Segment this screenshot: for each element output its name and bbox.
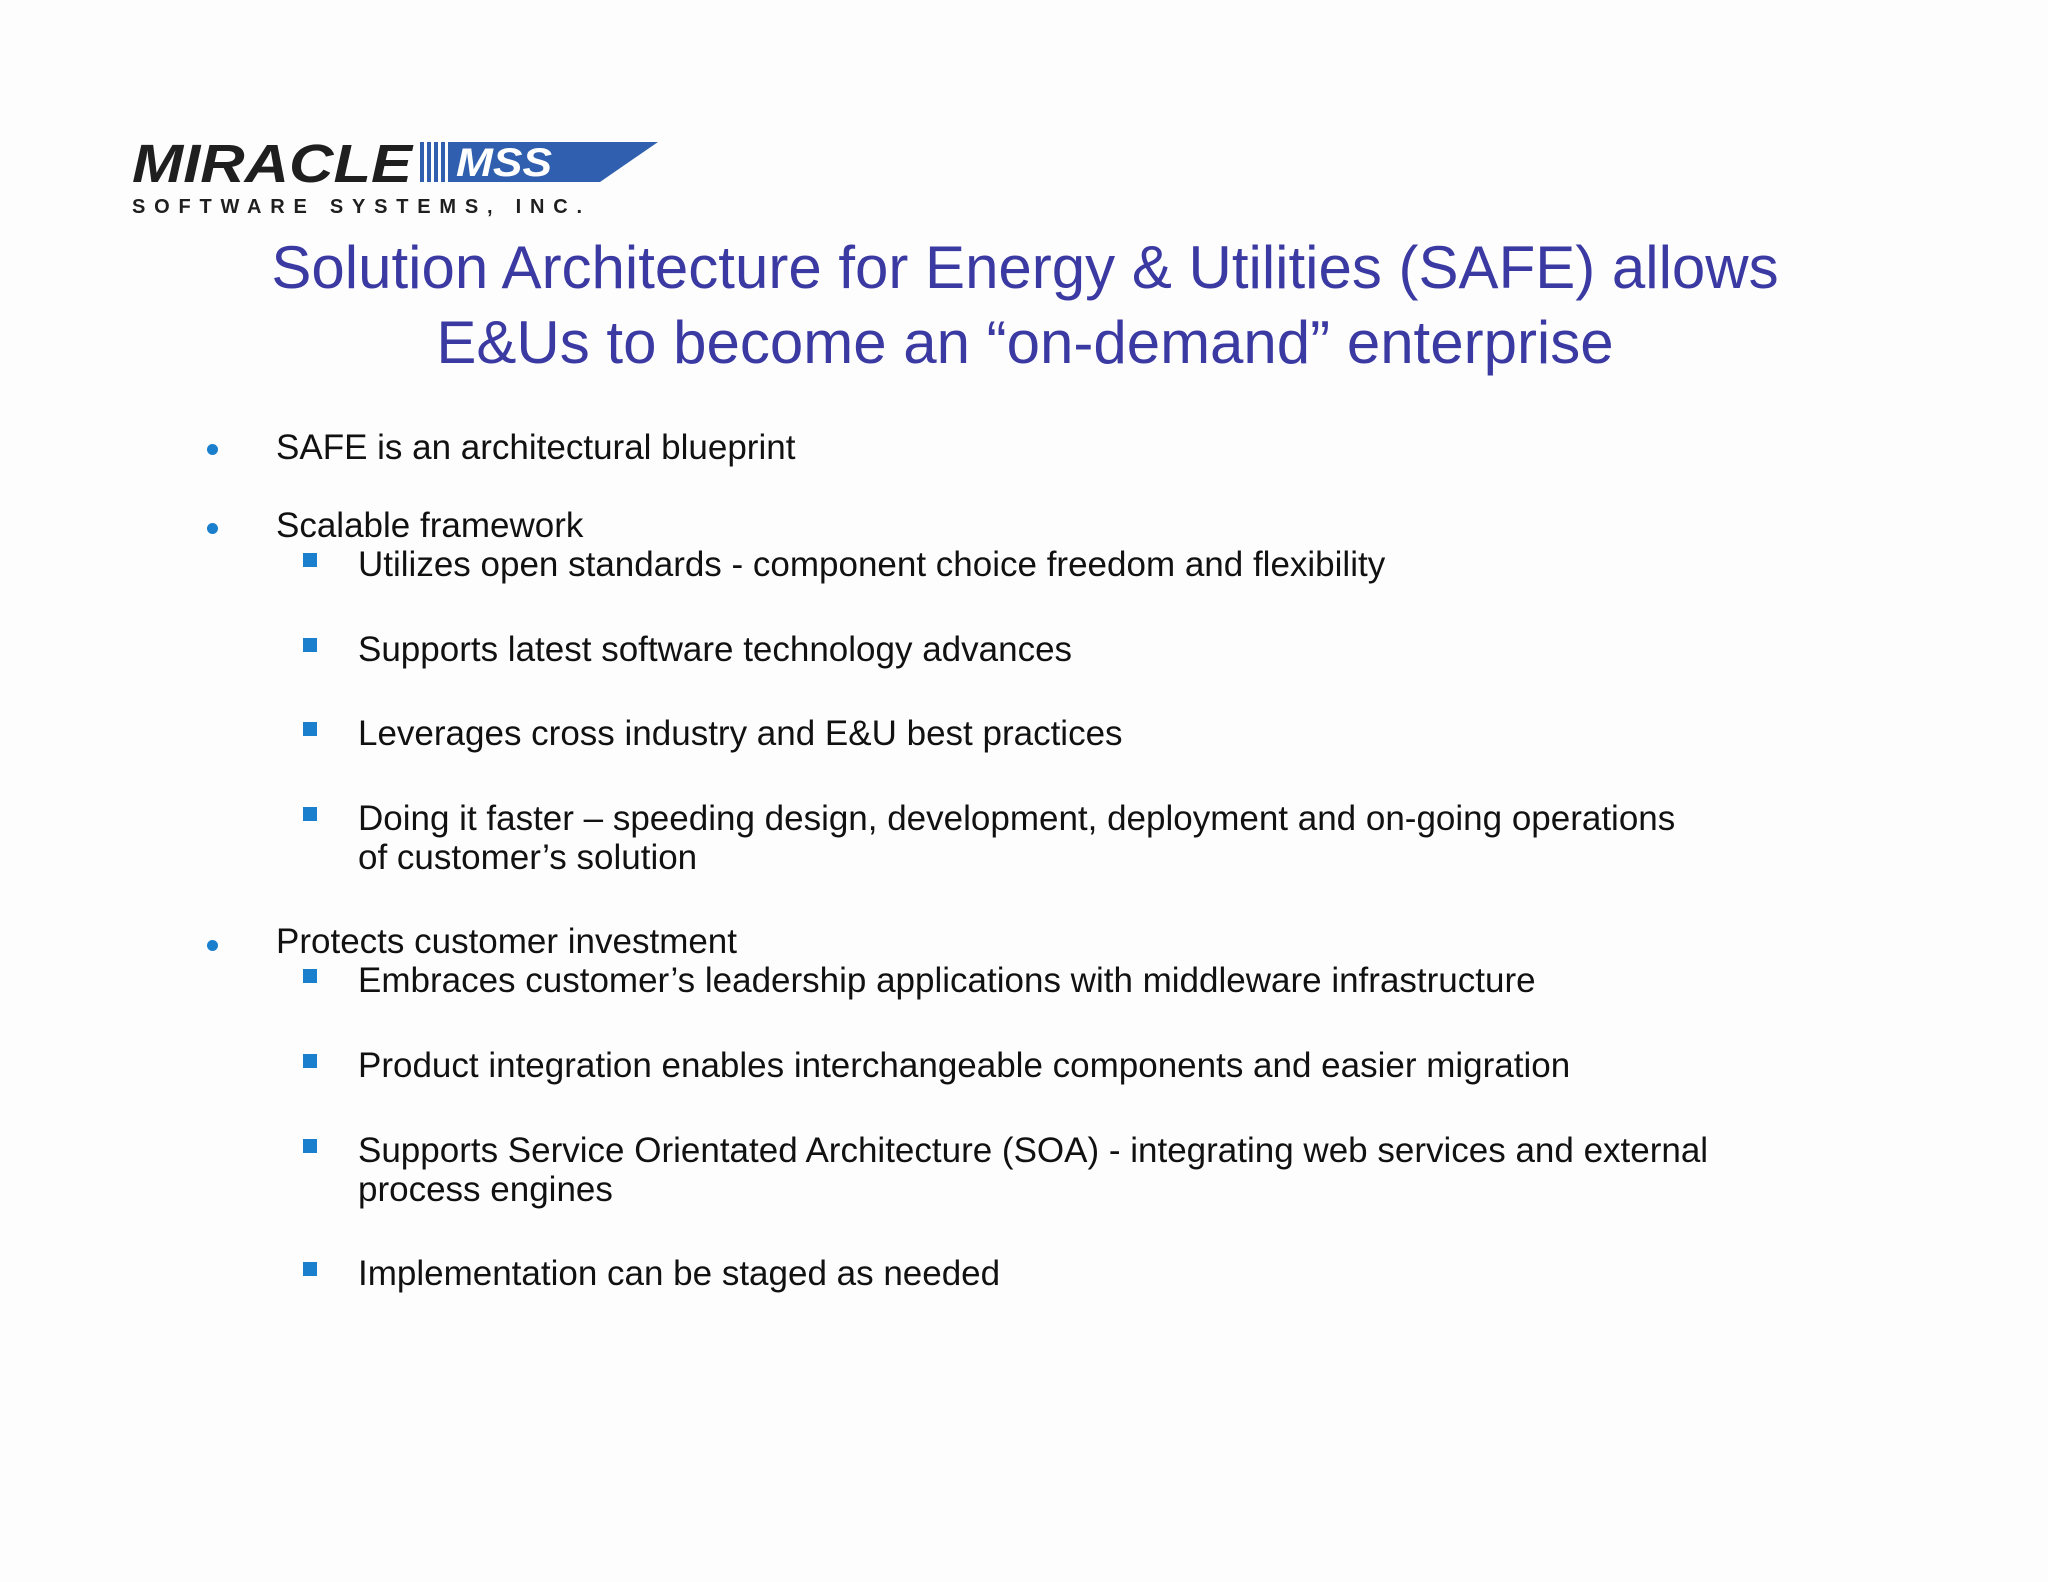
logo-mark-text: MSS <box>456 141 553 185</box>
sub-bullet-item: Supports Service Orientated Architecture (SOA) - integrating web services and external <box>358 1131 1709 1170</box>
slide-title-line-2: E&Us to become an “on-demand” enterprise <box>436 309 1614 376</box>
slide-title-line-1: Solution Architecture for Energy & Utilities (SAFE) allows <box>271 234 1779 301</box>
sub-bullet-item: Embraces customer’s leadership applications with middleware infrastructure <box>358 961 1536 1000</box>
sub-bullet-item-continuation: process engines <box>358 1170 613 1209</box>
bullet-item: Scalable framework <box>276 506 584 545</box>
sub-bullet-square-icon <box>303 807 317 821</box>
sub-bullet-item: Leverages cross industry and E&U best practices <box>358 714 1123 753</box>
sub-bullet-square-icon <box>303 1054 317 1068</box>
sub-bullet-item: Implementation can be staged as needed <box>358 1254 1001 1293</box>
sub-bullet-item: Utilizes open standards - component choice freedom and flexibility <box>358 545 1386 584</box>
sub-bullet-item: Product integration enables interchangeable components and easier migration <box>358 1046 1571 1085</box>
bullet-item: Protects customer investment <box>276 922 737 961</box>
bullet-dot-icon <box>207 940 218 951</box>
sub-bullet-square-icon <box>303 969 317 983</box>
sub-bullet-square-icon <box>303 638 317 652</box>
sub-bullet-item-continuation: of customer’s solution <box>358 838 698 877</box>
sub-bullet-square-icon <box>303 1262 317 1276</box>
bullet-dot-icon <box>207 444 218 455</box>
bullet-item: SAFE is an architectural blueprint <box>276 428 796 467</box>
logo-tagline: SOFTWARE SYSTEMS, INC. <box>132 196 582 218</box>
sub-bullet-item: Doing it faster – speeding design, development, deployment and on-going operations <box>358 799 1676 838</box>
sub-bullet-square-icon <box>303 722 317 736</box>
sub-bullet-item: Supports latest software technology advances <box>358 630 1073 669</box>
sub-bullet-square-icon <box>303 1139 317 1153</box>
logo-brand-text: MIRACLE <box>132 138 415 194</box>
sub-bullet-square-icon <box>303 553 317 567</box>
bullet-dot-icon <box>207 523 218 534</box>
